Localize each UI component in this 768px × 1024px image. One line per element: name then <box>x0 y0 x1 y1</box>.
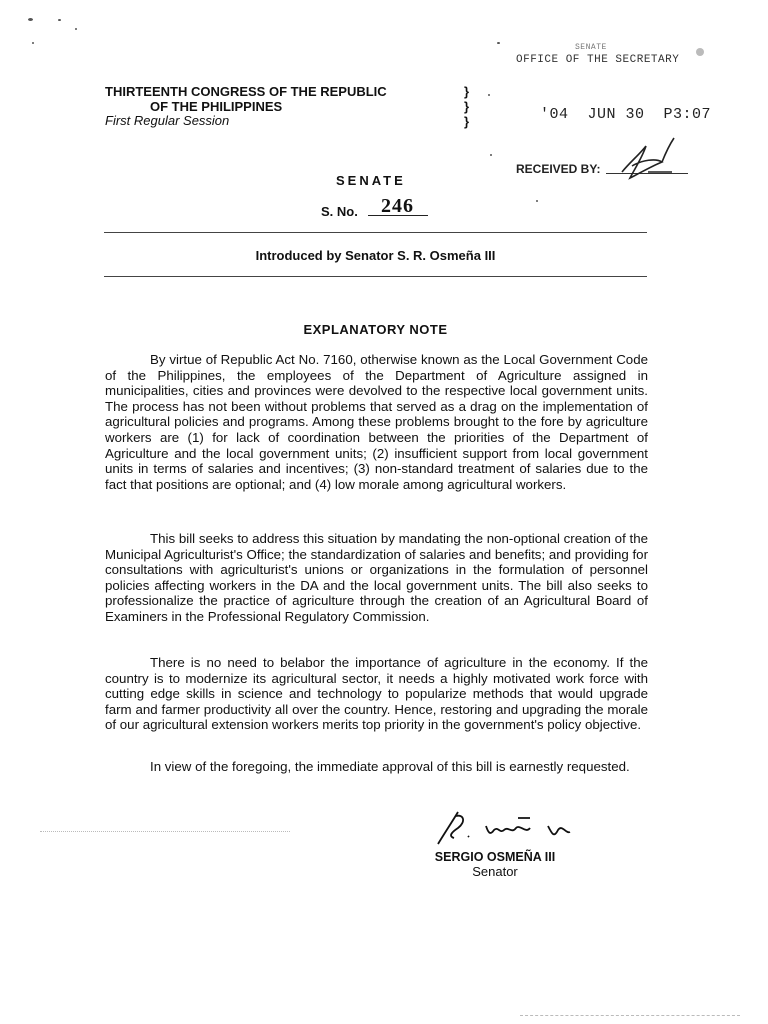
note-paragraph-4: In view of the foregoing, the immediate approval of this bill is earnestly requested. <box>150 759 630 774</box>
signatory-name: SERGIO OSMEÑA III <box>434 850 556 864</box>
bill-number-label: S. No. <box>321 204 358 219</box>
scan-speck <box>58 19 61 21</box>
chamber-label: SENATE <box>336 173 406 188</box>
scan-artifact <box>40 831 290 833</box>
scan-speck <box>696 48 704 56</box>
scan-speck <box>490 154 492 156</box>
divider-top <box>104 232 647 233</box>
scan-speck <box>488 94 490 96</box>
scan-speck <box>32 42 34 44</box>
scan-artifact <box>520 1015 740 1017</box>
handwritten-signature <box>430 806 590 850</box>
scan-speck <box>28 18 33 21</box>
signatory-title: Senator <box>472 864 518 879</box>
explanatory-note-title: EXPLANATORY NOTE <box>303 322 448 337</box>
note-paragraph-2: This bill seeks to address this situation by mandating the non-optional creation of the Municipal Agriculturist's Office; the standardization of salaries and benefits; and providing for consultations with agriculturist's unions or organizations in the formulation of personnel policies affecting workers in the DA and the local government units. The bill also seeks to professionalize the practice of agriculture through the creation of an Agricultural Board of Examiners in the Professional Regulatory Commission. <box>105 531 648 624</box>
header-brace: } <box>464 99 470 114</box>
received-by-label: RECEIVED BY: <box>516 162 601 176</box>
introduced-by: Introduced by Senator S. R. Osmeña III <box>255 248 496 263</box>
session-label: First Regular Session <box>105 113 230 128</box>
stamp-office-label: OFFICE OF THE SECRETARY <box>516 54 680 66</box>
header-brace: } <box>464 114 470 129</box>
scan-speck <box>75 28 77 30</box>
divider-bottom <box>104 276 647 277</box>
scan-speck <box>536 200 538 202</box>
congress-heading: THIRTEENTH CONGRESS OF THE REPUBLIC <box>105 84 387 99</box>
stamp-date: '04 JUN 30 P3:07 <box>540 106 712 123</box>
scan-speck <box>497 42 500 44</box>
header-brace: } <box>464 84 470 99</box>
note-paragraph-1: By virtue of Republic Act No. 7160, otherwise known as the Local Government Code of the Philippines, the employees of the Department of Agriculture assigned in municipalities, cities and provinces were devolved to the respective local government units. The process has not been without problems that served as a drag on the implementation of agricultural policies and programs. Among these problems brought to the fore by agriculture workers are (1) for lack of coordination between the priorities of the Department of Agriculture and the local government units; (2) insufficient support from local government units in terms of salaries and incentives; (3) non-standard treatment of salaries due to the fact that positions are optional; and (4) low morale among agricultural workers. <box>105 352 648 492</box>
bill-number: 246 <box>381 195 414 217</box>
stamp-senate-label: SENATE <box>575 43 607 52</box>
republic-heading: OF THE PHILIPPINES <box>150 99 283 114</box>
received-initials <box>612 132 682 184</box>
note-paragraph-3: There is no need to belabor the importance of agriculture in the economy. If the country is to modernize its agricultural sector, it needs a highly motivated work force with cutting edge skills in science and technology to popularize methods that would upgrade farm and farmer productivity all over the country. Hence, restoring and upgrading the morale of our agricultural extension workers merits top priority in the government's policy objective. <box>105 655 648 733</box>
